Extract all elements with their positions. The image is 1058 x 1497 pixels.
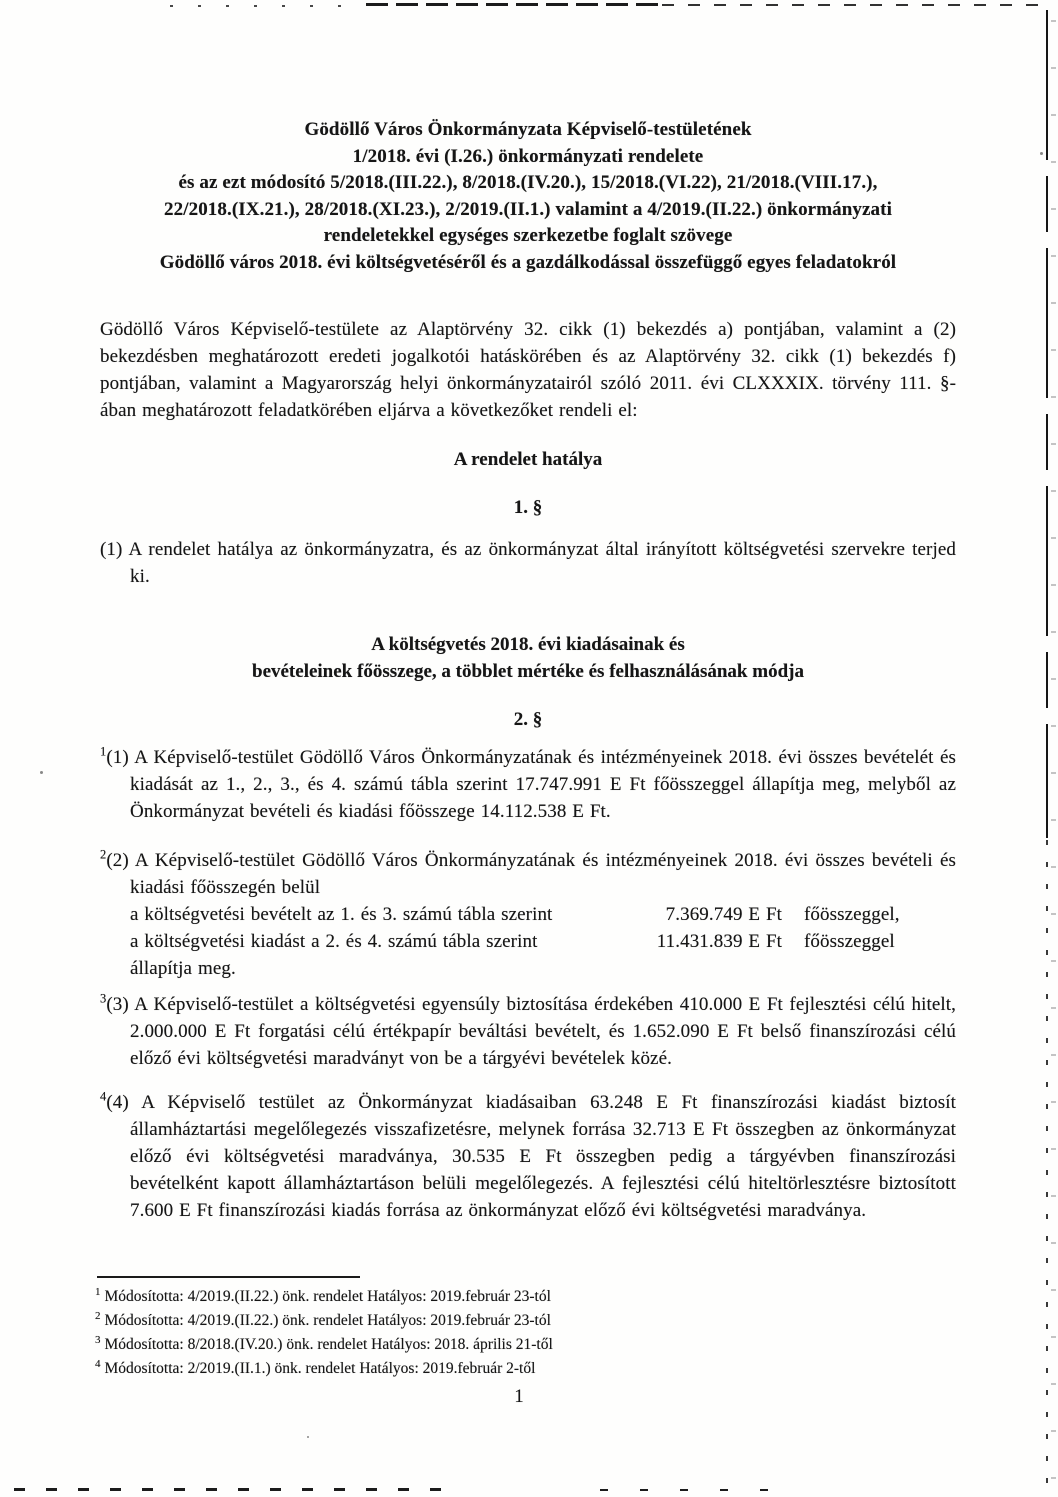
footnote-item-3	[95, 1333, 875, 1357]
title-line-2: 1/2018. évi (I.26.) önkormányzati rendelete	[352, 145, 704, 167]
budget-paragraph-3	[100, 991, 956, 1072]
scan-speck	[40, 771, 43, 774]
budget-paragraph-2-intro	[100, 847, 956, 901]
title-line-4: 22/2018.(IX.21.), 28/2018.(XI.23.), 2/2019.(II.1.) valamint a 4/2019.(II.22.) önkormányzati	[164, 198, 892, 220]
scan-artifact-bottom-line	[14, 1488, 454, 1491]
budget-paragraph-2-closing: állapítja meg.	[130, 958, 236, 979]
budget-heading-line-1: A költségvetés 2018. évi kiadásainak és	[371, 634, 685, 655]
scan-artifact-bottom-line-2	[600, 1489, 790, 1491]
footnote-text: Módosította: 2/2019.(II.1.) önk. rendelet Hatályos: 2019.február 2-től	[104, 1360, 536, 1377]
budget-paragraph-2	[100, 847, 956, 982]
footnote-ref-4: 4	[100, 1089, 107, 1104]
footnote-item-4	[95, 1357, 875, 1381]
footnote-number: 1	[95, 1285, 101, 1298]
scan-artifact-right-noise	[1051, 20, 1056, 1480]
title-line-6: Gödöllő város 2018. évi költségvetéséről és a gazdálkodással összefüggő egyes feladatokról	[159, 251, 897, 273]
budget-paragraph-2-intro-text: (2) A Képviselő-testület Gödöllő Város Önkormányzatának és intézményeinek 2018. évi összes bevételi és kiadási főösszegén belül	[106, 850, 956, 898]
amount-row-expenditure	[130, 928, 956, 955]
title-line-5: rendeletekkel egységes szerkezetbe foglalt szövege	[323, 225, 733, 246]
budget-heading-line-2: bevételeinek főösszege, a többlet mértéke és felhasználásának módja	[252, 661, 804, 682]
amount-value: 11.431.839 E Ft	[656, 931, 782, 952]
footnote-text: Módosította: 4/2019.(II.22.) önk. rendelet Hatályos: 2019.február 23-tól	[104, 1312, 551, 1329]
budget-paragraph-1-text: (1) A Képviselő-testület Gödöllő Város Önkormányzatának és intézményeinek 2018. évi összes bevételét és kiadását az 1., 2., 3., és 4. számú tábla szerint 17.747.991 E Ft főösszeggel állapítja meg, melyből az Önkormányzat bevételi és kiadási főösszege 14.112.538 E Ft.	[106, 747, 956, 822]
footnote-ref-1: 1	[100, 744, 107, 759]
footnote-text: Módosította: 4/2019.(II.22.) önk. rendelet Hatályos: 2019.február 23-tól	[104, 1288, 551, 1305]
footnote-ref-3: 3	[100, 991, 107, 1006]
section-heading-budget	[100, 631, 956, 685]
footnote-ref-2: 2	[100, 847, 107, 862]
scan-artifact-right-line	[1046, 10, 1048, 838]
amount-label: a költségvetési bevételt az 1. és 3. számú tábla szerint	[130, 904, 553, 925]
footnote-item-1	[95, 1285, 875, 1309]
budget-paragraph-1	[100, 744, 956, 825]
footnote-text: Módosította: 8/2018.(IV.20.) önk. rendelet Hatályos: 2018. április 21-től	[104, 1336, 553, 1353]
budget-paragraph-4-text: (4) A Képviselő testület az Önkormányzat kiadásaiban 63.248 E Ft finanszírozási kiadást biztosít államháztartási megelőlegezés visszafizetésre, melynek forrása 32.713 E Ft összegben az önkormányzat előző évi költségvetési maradványa, 30.535 E Ft összegben pedig a tárgyévben finanszírozási bevételként kapott államháztartáson belüli megelőlegezés. A fejlesztési célú hiteltörlesztésre biztosított 7.600 E Ft finanszírozási kiadás forrása az önkormányzat előző évi költségvetési maradványa.	[106, 1092, 956, 1221]
scan-speck	[1040, 152, 1043, 155]
footnote-number: 3	[95, 1333, 101, 1346]
page-number: 1	[514, 1386, 524, 1407]
budget-paragraph-3-text: (3) A Képviselő-testület a költségvetési egyensúly biztosítása érdekében 410.000 E Ft fejlesztési célú hitelt, 2.000.000 E Ft forgatási célú értékpapír beváltási bevételt, és 1.652.090 E Ft belső finanszírozási célú előző évi költségvetési maradványt von be a tárgyévi bevételek közé.	[106, 994, 956, 1069]
section-heading-scope: A rendelet hatálya	[453, 449, 603, 470]
amount-label: a költségvetési kiadást a 2. és 4. számú tábla szerint	[130, 931, 538, 952]
amount-suffix: főösszeggel	[804, 931, 895, 952]
scope-paragraph-1: (1) A rendelet hatálya az önkormányzatra, és az önkormányzat által irányított költségvetési szervekre terjed ki.	[100, 539, 956, 587]
scan-speck	[307, 1436, 309, 1438]
budget-paragraph-4	[100, 1089, 956, 1224]
paragraph-sign-1: 1. §	[513, 497, 543, 518]
title-line-3: és az ezt módosító 5/2018.(III.22.), 8/2018.(IV.20.), 15/2018.(VI.22), 21/2018.(VIII.17.),	[178, 172, 878, 193]
preamble-paragraph: Gödöllő Város Képviselő-testülete az Alaptörvény 32. cikk (1) bekezdés a) pontjában, valamint a (2) bekezdésben meghatározott eredeti jogalkotói hatáskörében és az Alaptörvény 32. cikk (1) bekezdés f) pontjában, valamint a Magyarország helyi önkormányzatairól szóló 2011. évi CLXXXIX. törvény 111. §-ában meghatározott feladatkörében eljárva a következőket rendeli el:	[100, 319, 956, 421]
document-title-block	[100, 117, 956, 276]
footnote-block	[95, 1276, 875, 1381]
footnote-number: 2	[95, 1309, 101, 1322]
page-content	[100, 0, 956, 1224]
paragraph-sign-2: 2. §	[513, 709, 543, 730]
footnote-separator	[97, 1276, 360, 1278]
amount-value: 7.369.749 E Ft	[665, 904, 782, 925]
amount-row-revenue	[130, 901, 956, 928]
title-line-1: Gödöllő Város Önkormányzata Képviselő-testületének	[304, 119, 752, 140]
amount-suffix: főösszeggel,	[804, 904, 900, 925]
footnote-item-2	[95, 1309, 875, 1333]
footnote-number: 4	[95, 1357, 101, 1370]
